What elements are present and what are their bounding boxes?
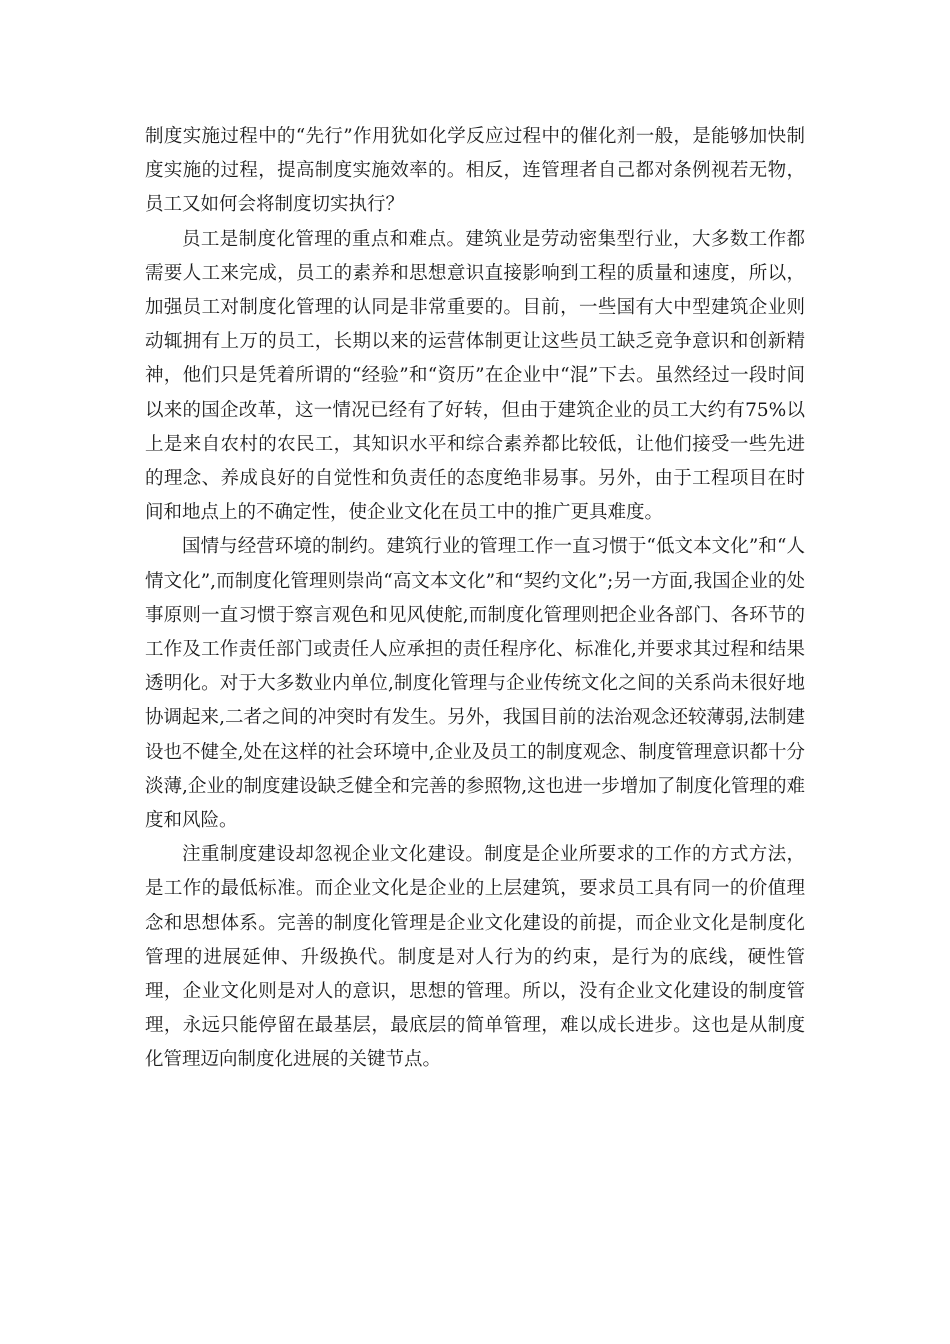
paragraph-continuation: 制度实施过程中的“先行”作用犹如化学反应过程中的催化剂一般，是能够加快制度实施的过程，提高制度实施效率的。相反，连管理者自己都对条例视若无物，员工又如何会将制度切实执行？	[145, 126, 805, 216]
document-body	[145, 120, 805, 1078]
paragraph-national-conditions: 国情与经营环境的制约。建筑行业的管理工作一直习惯于“低文本文化”和“人情文化”,而制度化管理则崇尚“高文本文化”和“契约文化”;另一方面,我国企业的处事原则一直习惯于察言观色和见风使舵,而制度化管理则把企业各部门、各环节的工作及工作责任部门或责任人应承担的责任程序化、标准化,并要求其过程和结果透明化。对于大多数业内单位,制度化管理与企业传统文化之间的关系尚未很好地协调起来,二者之间的冲突时有发生。另外，我国目前的法治观念还较薄弱,法制建设也不健全,处在这样的社会环境中,企业及员工的制度观念、制度管理意识都十分淡薄,企业的制度建设缺乏健全和完善的参照物,这也进一步增加了制度化管理的难度和风险。	[145, 536, 805, 832]
paragraph-corporate-culture: 注重制度建设却忽视企业文化建设。制度是企业所要求的工作的方式方法，是工作的最低标准。而企业文化是企业的上层建筑，要求员工具有同一的价值理念和思想体系。完善的制度化管理是企业文化建设的前提，而企业文化是制度化管理的进展延伸、升级换代。制度是对人行为的约束，是行为的底线，硬性管理，企业文化则是对人的意识，思想的管理。所以，没有企业文化建设的制度管理，永远只能停留在最基层，最底层的简单管理，难以成长进步。这也是从制度化管理迈向制度化进展的关键节点。	[145, 844, 805, 1071]
paragraph-employees: 员工是制度化管理的重点和难点。建筑业是劳动密集型行业，大多数工作都需要人工来完成，员工的素养和思想意识直接影响到工程的质量和速度，所以，加强员工对制度化管理的认同是非常重要的。目前，一些国有大中型建筑企业则动辄拥有上万的员工，长期以来的运营体制更让这些员工缺乏竞争意识和创新精神，他们只是凭着所谓的“经验”和“资历”在企业中“混”下去。虽然经过一段时间以来的国企改革，这一情况已经有了好转，但由于建筑企业的员工大约有75%以上是来自农村的农民工，其知识水平和综合素养都比较低，让他们接受一些先进的理念、养成良好的自觉性和负责任的态度绝非易事。另外，由于工程项目在时间和地点上的不确定性，使企业文化在员工中的推广更具难度。	[145, 228, 805, 524]
